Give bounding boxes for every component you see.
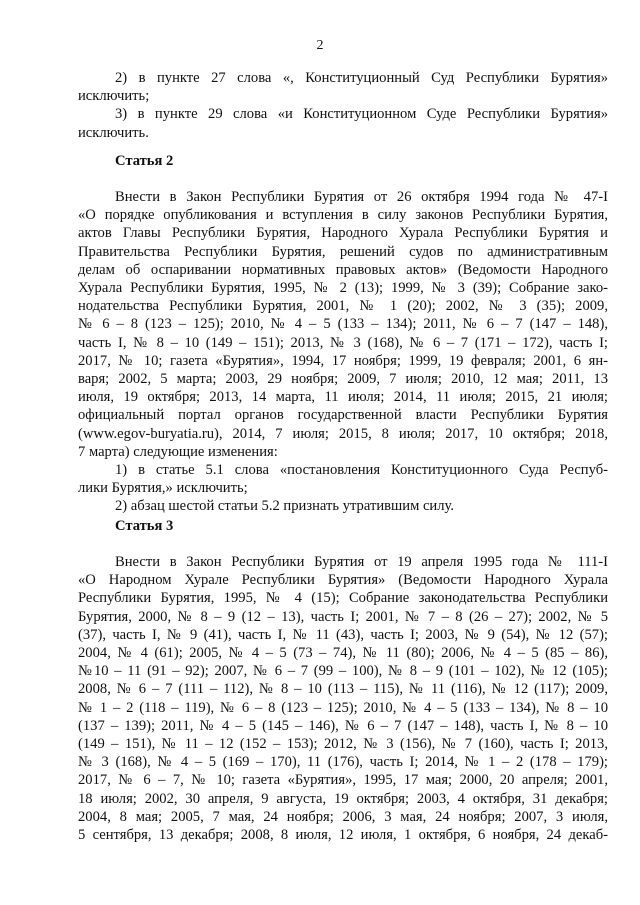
article-2-heading: Статья 2 [115,153,174,169]
article-2-body [78,188,608,516]
article-3-heading: Статья 3 [115,518,174,534]
article-3-line: Бурятия, 2000, № 8 – 9 (12 – 13), часть I; 2001, № 7 – 8 (26 – 27); 2002, № 5 [78,608,608,625]
article-3-line: 2017, № 6 – 7, № 10; газета «Бурятия», 1995, 17 мая; 2000, 20 апреля; 2001, [78,772,608,789]
article-3-line: №10 – 11 (91 – 92); 2007, № 6 – 7 (99 – 100), № 8 – 9 (101 – 102), № 12 (105); [78,663,608,680]
article-2-line: июля, 19 октября; 2013, 14 марта, 11 июля; 2014, 11 июля; 2015, 21 июля; [78,389,608,406]
article-2-line: актов Главы Республики Бурятия, Народного Хурала Республики Бурятия и [78,225,608,242]
intro-item-2: 2) в пункте 27 слова «, Конституционный Суд Республики Бурятия» [115,70,608,86]
article-3-line: № 1 – 2 (118 – 119), № 6 – 8 (123 – 125); 2010, № 4 – 5 (133 – 134), № 8 – 10 [78,699,608,716]
article-3-line: 2004, 8 мая; 2005, 7 мая, 24 ноября; 2006, 3 мая, 24 ноября; 2007, 3 июля, [78,808,608,825]
article-3-line: (137 – 139); 2011, № 4 – 5 (145 – 146), № 6 – 7 (147 – 148), часть I, № 8 – 10 [78,717,608,734]
article-2-line: Внести в Закон Республики Бурятия от 26 октября 1994 года № 47-I [115,189,608,205]
article-2-item-2: 2) абзац шестой статьи 5.2 признать утратившим силу. [115,498,455,515]
article-2-line: варя; 2002, 5 марта; 2003, 29 ноября; 2009, 7 июля; 2010, 12 мая; 2011, 13 [78,371,608,388]
intro-item-3-cont: исключить. [78,124,149,141]
article-3-line: 5 сентября, 13 декабря; 2008, 8 июля, 12 июля, 1 октября, 6 ноября, 24 декаб- [78,827,608,844]
article-2-line: № 6 – 8 (123 – 125); 2010, № 4 – 5 (133 – 134); 2011, № 6 – 7 (147 – 148), [78,316,608,333]
article-2-line: официальный портал органов государственной власти Республики Бурятия [78,407,608,424]
page-number: 2 [316,38,324,53]
article-3-line: Республики Бурятия, 1995, № 4 (15); Собрание законодательства Республики [78,590,608,607]
article-3-line: (149 – 151), № 11 – 12 (152 – 153); 2012, № 3 (156), № 7 (160), часть I; 2013, [78,736,608,753]
article-3-line: 2004, № 4 (61); 2005, № 4 – 5 (73 – 74), № 11 (80); 2006, № 4 – 5 (85 – 86), [78,645,608,662]
article-2-line: «О порядке опубликования и вступления в силу законов Республики Бурятия, [78,207,608,224]
article-3-line: Внести в Закон Республики Бурятия от 19 апреля 1995 года № 111-I [115,554,608,570]
article-2-line: делам об оспаривании нормативных правовых актов» (Ведомости Народного [78,261,608,278]
intro-item-2-cont: исключить; [78,88,150,105]
intro-item-3: 3) в пункте 29 слова «и Конституционном Суде Республики Бурятия» [115,106,608,123]
article-2-line: Правительства Республики Бурятия, решений судов по административным [78,243,608,260]
article-2-item-1: 1) в статье 5.1 слова «постановления Конституционного Суда Респуб- [115,462,608,479]
article-2-line: часть I, № 8 – 10 (149 – 151); 2013, № 3 (168), № 6 – 7 (171 – 172), часть I; [78,334,608,351]
article-3-body [78,553,608,844]
article-2-line: (www.egov-buryatia.ru), 2014, 7 июля; 2015, 8 июля; 2017, 10 октября; 2018, [78,425,608,442]
article-2-line: нодательства Республики Бурятия, 2001, № 1 (20); 2002, № 3 (35); 2009, [78,298,608,315]
article-3-line: «О Народном Хурале Республики Бурятия» (Ведомости Народного Хурала [78,572,608,589]
article-3-line: 18 июля; 2002, 30 апреля, 9 августа, 19 октября; 2003, 4 октября, 31 декабря; [78,790,608,807]
intro-block [78,69,608,142]
article-2-line: 2017, № 10; газета «Бурятия», 1994, 17 ноября; 1999, 19 февраля; 2001, 6 ян- [78,352,608,369]
article-2-item-1-cont: лики Бурятия,» исключить; [78,480,248,497]
article-3-line: 2008, № 6 – 7 (111 – 112), № 8 – 10 (113 – 115), № 11 (116), № 12 (117); 2009, [78,681,608,698]
article-2-line: 7 марта) следующие изменения: [78,443,278,460]
article-2-line: Хурала Республики Бурятия, 1995, № 2 (13); 1999, № 3 (39); Собрание зако- [78,280,608,297]
article-3-line: № 3 (168), № 4 – 5 (169 – 170), 11 (176), часть I; 2014, № 1 – 2 (178 – 179); [78,754,608,771]
article-3-line: (37), часть I, № 9 (41), часть I, № 11 (43), часть I; 2003, № 9 (54), № 12 (57); [78,626,608,643]
